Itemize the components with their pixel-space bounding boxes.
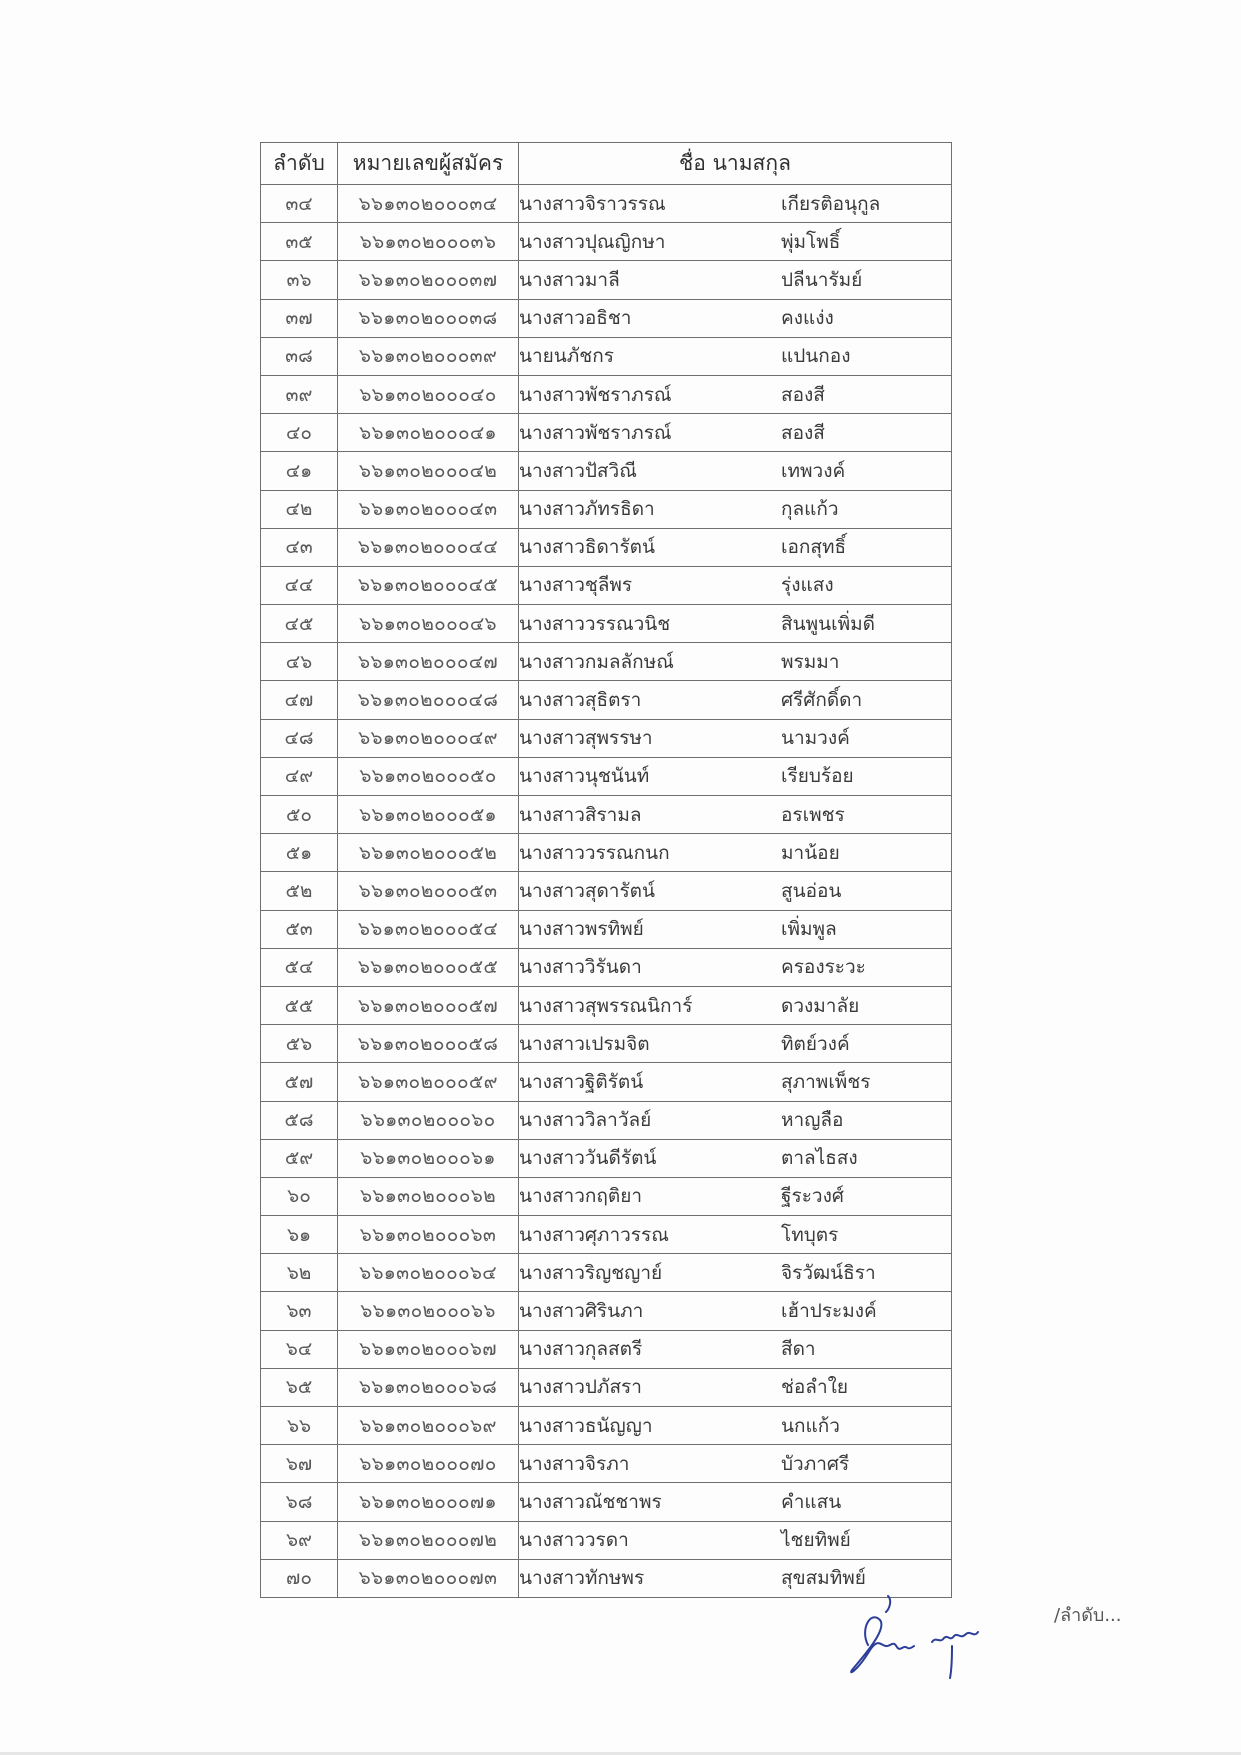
applicant-id: ๖๖๑๓๐๒๐๐๐๓๔ xyxy=(338,185,519,223)
applicant-id: ๖๖๑๓๐๒๐๐๐๕๐ xyxy=(338,757,519,795)
table-row xyxy=(261,872,952,910)
applicant-id: ๖๖๑๓๐๒๐๐๐๓๙ xyxy=(338,337,519,375)
row-number: ๔๘ xyxy=(261,719,338,757)
last-name: สูนอ่อน xyxy=(781,879,842,902)
table-row xyxy=(261,452,952,490)
row-number: ๓๘ xyxy=(261,337,338,375)
applicant-name xyxy=(519,1101,952,1139)
row-number: ๕๒ xyxy=(261,872,338,910)
last-name: ปลีนารัมย์ xyxy=(781,268,863,291)
last-name: มาน้อย xyxy=(781,841,840,864)
applicant-name xyxy=(519,796,952,834)
applicant-name xyxy=(519,1254,952,1292)
applicant-id: ๖๖๑๓๐๒๐๐๐๔๘ xyxy=(338,681,519,719)
row-number: ๖๑ xyxy=(261,1216,338,1254)
first-name: นางสาววรรณกนก xyxy=(519,841,670,864)
last-name: นกแก้ว xyxy=(781,1414,840,1437)
applicant-name xyxy=(519,490,952,528)
row-number: ๖๙ xyxy=(261,1521,338,1559)
row-number: ๕๐ xyxy=(261,796,338,834)
table-row xyxy=(261,1177,952,1215)
table-row xyxy=(261,910,952,948)
last-name: ครองระวะ xyxy=(781,956,866,979)
first-name: นางสาวสุดารัตน์ xyxy=(519,879,656,902)
first-name: นางสาวริญชญาย์ xyxy=(519,1261,663,1284)
row-number: ๖๓ xyxy=(261,1292,338,1330)
first-name: นายนภัชกร xyxy=(519,345,614,368)
table-row xyxy=(261,337,952,375)
row-number: ๓๔ xyxy=(261,185,338,223)
applicant-id: ๖๖๑๓๐๒๐๐๐๓๗ xyxy=(338,261,519,299)
applicant-name xyxy=(519,757,952,795)
first-name: นางสาวกุลสตรี xyxy=(519,1338,643,1361)
last-name: สองสี xyxy=(781,383,825,406)
row-number: ๔๙ xyxy=(261,757,338,795)
table-row xyxy=(261,1216,952,1254)
row-number: ๕๘ xyxy=(261,1101,338,1139)
applicant-id: ๖๖๑๓๐๒๐๐๐๕๑ xyxy=(338,796,519,834)
first-name: นางสาวสุธิตรา xyxy=(519,689,642,712)
table-body xyxy=(261,185,952,1598)
row-number: ๕๙ xyxy=(261,1139,338,1177)
first-name: นางสาวพรทิพย์ xyxy=(519,918,644,941)
applicant-id: ๖๖๑๓๐๒๐๐๐๓๖ xyxy=(338,223,519,261)
applicant-id: ๖๖๑๓๐๒๐๐๐๔๒ xyxy=(338,452,519,490)
first-name: นางสาวสุพรรษา xyxy=(519,727,653,750)
applicant-id: ๖๖๑๓๐๒๐๐๐๔๗ xyxy=(338,643,519,681)
applicant-name xyxy=(519,605,952,643)
last-name: สีดา xyxy=(781,1338,816,1361)
row-number: ๔๐ xyxy=(261,414,338,452)
row-number: ๗๐ xyxy=(261,1559,338,1597)
applicant-id: ๖๖๑๓๐๒๐๐๐๗๓ xyxy=(338,1559,519,1597)
row-number: ๕๓ xyxy=(261,910,338,948)
applicant-name xyxy=(519,452,952,490)
last-name: เรียบร้อย xyxy=(781,765,854,788)
last-name: ตาลไธสง xyxy=(781,1147,858,1170)
applicant-name xyxy=(519,948,952,986)
table-row xyxy=(261,834,952,872)
first-name: นางสาวธิดารัตน์ xyxy=(519,536,656,559)
header-name: ชื่อ นามสกุล xyxy=(519,143,952,185)
header-no: ลำดับ xyxy=(261,143,338,185)
applicant-name xyxy=(519,834,952,872)
table-row xyxy=(261,299,952,337)
applicant-id: ๖๖๑๓๐๒๐๐๐๕๒ xyxy=(338,834,519,872)
row-number: ๖๒ xyxy=(261,1254,338,1292)
last-name: จิรวัฒน์ธิรา xyxy=(781,1261,876,1284)
applicant-name xyxy=(519,1292,952,1330)
table-row xyxy=(261,1254,952,1292)
row-number: ๔๕ xyxy=(261,605,338,643)
applicant-name xyxy=(519,1139,952,1177)
last-name: ฐีระวงศ์ xyxy=(781,1185,844,1208)
last-name: บัวภาศรี xyxy=(781,1452,850,1475)
table-row xyxy=(261,490,952,528)
applicant-id: ๖๖๑๓๐๒๐๐๐๖๐ xyxy=(338,1101,519,1139)
applicant-name xyxy=(519,1445,952,1483)
first-name: นางสาววันดีรัตน์ xyxy=(519,1147,657,1170)
first-name: นางสาวกฤติยา xyxy=(519,1185,643,1208)
table-row xyxy=(261,1063,952,1101)
applicant-id: ๖๖๑๓๐๒๐๐๐๔๓ xyxy=(338,490,519,528)
applicant-id: ๖๖๑๓๐๒๐๐๐๖๖ xyxy=(338,1292,519,1330)
first-name: นางสาวปุณญิกษา xyxy=(519,230,666,253)
table-row xyxy=(261,605,952,643)
first-name: นางสาวทักษพร xyxy=(519,1567,645,1590)
last-name: ศรีศักดิ์ดา xyxy=(781,689,863,712)
applicant-id: ๖๖๑๓๐๒๐๐๐๗๒ xyxy=(338,1521,519,1559)
row-number: ๔๒ xyxy=(261,490,338,528)
table-row xyxy=(261,643,952,681)
row-number: ๔๑ xyxy=(261,452,338,490)
applicant-id: ๖๖๑๓๐๒๐๐๐๖๑ xyxy=(338,1139,519,1177)
table-row xyxy=(261,986,952,1024)
applicant-name xyxy=(519,1483,952,1521)
applicant-id: ๖๖๑๓๐๒๐๐๐๕๓ xyxy=(338,872,519,910)
applicant-name xyxy=(519,528,952,566)
last-name: ช่อลำใย xyxy=(781,1376,849,1399)
last-name: เพิ่มพูล xyxy=(781,918,837,941)
applicant-id: ๖๖๑๓๐๒๐๐๐๖๘ xyxy=(338,1368,519,1406)
first-name: นางสาวศิรินภา xyxy=(519,1300,644,1323)
table-row xyxy=(261,1483,952,1521)
row-number: ๔๖ xyxy=(261,643,338,681)
table-row xyxy=(261,1368,952,1406)
last-name: เอกสุทธิ์ xyxy=(781,536,847,559)
table-row xyxy=(261,261,952,299)
table-row xyxy=(261,1101,952,1139)
table-row xyxy=(261,1025,952,1063)
table-row xyxy=(261,528,952,566)
table-row xyxy=(261,796,952,834)
applicant-name xyxy=(519,910,952,948)
last-name: เฮ้าประมงค์ xyxy=(781,1300,877,1323)
applicant-id: ๖๖๑๓๐๒๐๐๐๔๐ xyxy=(338,375,519,413)
first-name: นางสาวฐิติรัตน์ xyxy=(519,1070,644,1093)
applicant-name xyxy=(519,1407,952,1445)
table-row xyxy=(261,566,952,604)
continued-marker: /ลำดับ... xyxy=(1054,1605,1122,1626)
first-name: นางสาวอธิชา xyxy=(519,307,632,330)
applicant-name xyxy=(519,337,952,375)
row-number: ๖๔ xyxy=(261,1330,338,1368)
row-number: ๓๗ xyxy=(261,299,338,337)
last-name: สองสี xyxy=(781,421,825,444)
last-name: แปนกอง xyxy=(781,345,851,368)
row-number: ๖๘ xyxy=(261,1483,338,1521)
row-number: ๓๕ xyxy=(261,223,338,261)
row-number: ๖๕ xyxy=(261,1368,338,1406)
first-name: นางสาวพัชราภรณ์ xyxy=(519,383,672,406)
first-name: นางสาวณัชชาพร xyxy=(519,1490,662,1513)
table-row xyxy=(261,185,952,223)
table-row xyxy=(261,948,952,986)
row-number: ๔๔ xyxy=(261,566,338,604)
applicant-name xyxy=(519,375,952,413)
applicant-id: ๖๖๑๓๐๒๐๐๐๖๗ xyxy=(338,1330,519,1368)
first-name: นางสาวจิรภา xyxy=(519,1452,630,1475)
last-name: อรเพชร xyxy=(781,803,845,826)
applicant-name xyxy=(519,223,952,261)
last-name: สุภาพเพ็ชร xyxy=(781,1070,871,1093)
first-name: นางสาวสุพรรณนิการ์ xyxy=(519,994,693,1017)
applicant-id: ๖๖๑๓๐๒๐๐๐๖๙ xyxy=(338,1407,519,1445)
table-row xyxy=(261,414,952,452)
applicant-name xyxy=(519,1063,952,1101)
applicant-id: ๖๖๑๓๐๒๐๐๐๖๓ xyxy=(338,1216,519,1254)
row-number: ๓๙ xyxy=(261,375,338,413)
header-applicant-id: หมายเลขผู้สมัคร xyxy=(338,143,519,185)
handwritten-signature xyxy=(840,1590,1010,1680)
first-name: นางสาวมาลี xyxy=(519,268,620,291)
last-name: คงแง่ง xyxy=(781,307,834,330)
table-row xyxy=(261,1521,952,1559)
applicant-id: ๖๖๑๓๐๒๐๐๐๕๘ xyxy=(338,1025,519,1063)
first-name: นางสาวสิรามล xyxy=(519,803,642,826)
applicant-name xyxy=(519,986,952,1024)
first-name: นางสาวกมลลักษณ์ xyxy=(519,650,674,673)
row-number: ๕๗ xyxy=(261,1063,338,1101)
table-header-row xyxy=(261,143,952,185)
applicant-name xyxy=(519,643,952,681)
first-name: นางสาวศุภาวรรณ xyxy=(519,1223,669,1246)
last-name: สินพูนเพิ่มดี xyxy=(781,612,875,635)
row-number: ๔๓ xyxy=(261,528,338,566)
table-row xyxy=(261,1330,952,1368)
applicant-name xyxy=(519,872,952,910)
applicant-id: ๖๖๑๓๐๒๐๐๐๕๔ xyxy=(338,910,519,948)
row-number: ๖๗ xyxy=(261,1445,338,1483)
applicant-name xyxy=(519,1177,952,1215)
applicant-id: ๖๖๑๓๐๒๐๐๐๔๙ xyxy=(338,719,519,757)
first-name: นางสาวนุชนันท์ xyxy=(519,765,650,788)
row-number: ๕๔ xyxy=(261,948,338,986)
first-name: นางสาวพัชราภรณ์ xyxy=(519,421,672,444)
applicant-id: ๖๖๑๓๐๒๐๐๐๔๕ xyxy=(338,566,519,604)
last-name: เทพวงค์ xyxy=(781,459,846,482)
table-row xyxy=(261,1139,952,1177)
applicant-id: ๖๖๑๓๐๒๐๐๐๕๗ xyxy=(338,986,519,1024)
table-row xyxy=(261,1445,952,1483)
last-name: ดวงมาลัย xyxy=(781,994,860,1017)
last-name: รุ่งแสง xyxy=(781,574,834,597)
applicant-name xyxy=(519,1025,952,1063)
first-name: นางสาวปัสวิณี xyxy=(519,459,637,482)
first-name: นางสาวชุลีพร xyxy=(519,574,633,597)
applicant-name xyxy=(519,414,952,452)
last-name: พรมมา xyxy=(781,650,840,673)
applicant-name xyxy=(519,261,952,299)
first-name: นางสาววิรันดา xyxy=(519,956,642,979)
applicant-id: ๖๖๑๓๐๒๐๐๐๔๑ xyxy=(338,414,519,452)
first-name: นางสาววรดา xyxy=(519,1529,629,1552)
row-number: ๖๐ xyxy=(261,1177,338,1215)
row-number: ๕๕ xyxy=(261,986,338,1024)
last-name: สุขสมทิพย์ xyxy=(781,1567,866,1590)
applicant-name xyxy=(519,1521,952,1559)
first-name: นางสาววิลาวัลย์ xyxy=(519,1109,652,1132)
applicant-name xyxy=(519,566,952,604)
row-number: ๖๖ xyxy=(261,1407,338,1445)
applicant-name xyxy=(519,1216,952,1254)
applicant-id: ๖๖๑๓๐๒๐๐๐๗๑ xyxy=(338,1483,519,1521)
first-name: นางสาวภัทรธิดา xyxy=(519,498,655,521)
first-name: นางสาวปภัสรา xyxy=(519,1376,642,1399)
table-row xyxy=(261,681,952,719)
applicant-name xyxy=(519,719,952,757)
table-row xyxy=(261,1407,952,1445)
row-number: ๓๖ xyxy=(261,261,338,299)
last-name: คำแสน xyxy=(781,1490,842,1513)
last-name: พุ่มโพธิ์ xyxy=(781,230,841,253)
last-name: ไชยทิพย์ xyxy=(781,1529,851,1552)
table-row xyxy=(261,719,952,757)
applicant-id: ๖๖๑๓๐๒๐๐๐๕๙ xyxy=(338,1063,519,1101)
row-number: ๕๑ xyxy=(261,834,338,872)
last-name: นามวงค์ xyxy=(781,727,850,750)
applicant-name xyxy=(519,1368,952,1406)
applicant-id: ๖๖๑๓๐๒๐๐๐๗๐ xyxy=(338,1445,519,1483)
applicant-id: ๖๖๑๓๐๒๐๐๐๖๔ xyxy=(338,1254,519,1292)
last-name: กุลแก้ว xyxy=(781,498,839,521)
applicant-id: ๖๖๑๓๐๒๐๐๐๔๔ xyxy=(338,528,519,566)
applicant-id: ๖๖๑๓๐๒๐๐๐๕๕ xyxy=(338,948,519,986)
applicant-name xyxy=(519,299,952,337)
table-row xyxy=(261,757,952,795)
first-name: นางสาวเปรมจิต xyxy=(519,1032,650,1055)
applicant-name xyxy=(519,1330,952,1368)
last-name: เกียรติอนุกูล xyxy=(781,192,881,215)
row-number: ๕๖ xyxy=(261,1025,338,1063)
applicant-table xyxy=(260,142,952,1598)
row-number: ๔๗ xyxy=(261,681,338,719)
table-row xyxy=(261,1292,952,1330)
last-name: หาญลือ xyxy=(781,1109,844,1132)
last-name: โทบุตร xyxy=(781,1223,839,1246)
first-name: นางสาวธนัญญา xyxy=(519,1414,653,1437)
applicant-name xyxy=(519,681,952,719)
first-name: นางสาวจิราวรรณ xyxy=(519,192,666,215)
table-row xyxy=(261,223,952,261)
applicant-id: ๖๖๑๓๐๒๐๐๐๓๘ xyxy=(338,299,519,337)
last-name: ทิตย์วงค์ xyxy=(781,1032,850,1055)
applicant-id: ๖๖๑๓๐๒๐๐๐๔๖ xyxy=(338,605,519,643)
first-name: นางสาววรรณวนิช xyxy=(519,612,671,635)
applicant-id: ๖๖๑๓๐๒๐๐๐๖๒ xyxy=(338,1177,519,1215)
applicant-name xyxy=(519,185,952,223)
table-row xyxy=(261,375,952,413)
